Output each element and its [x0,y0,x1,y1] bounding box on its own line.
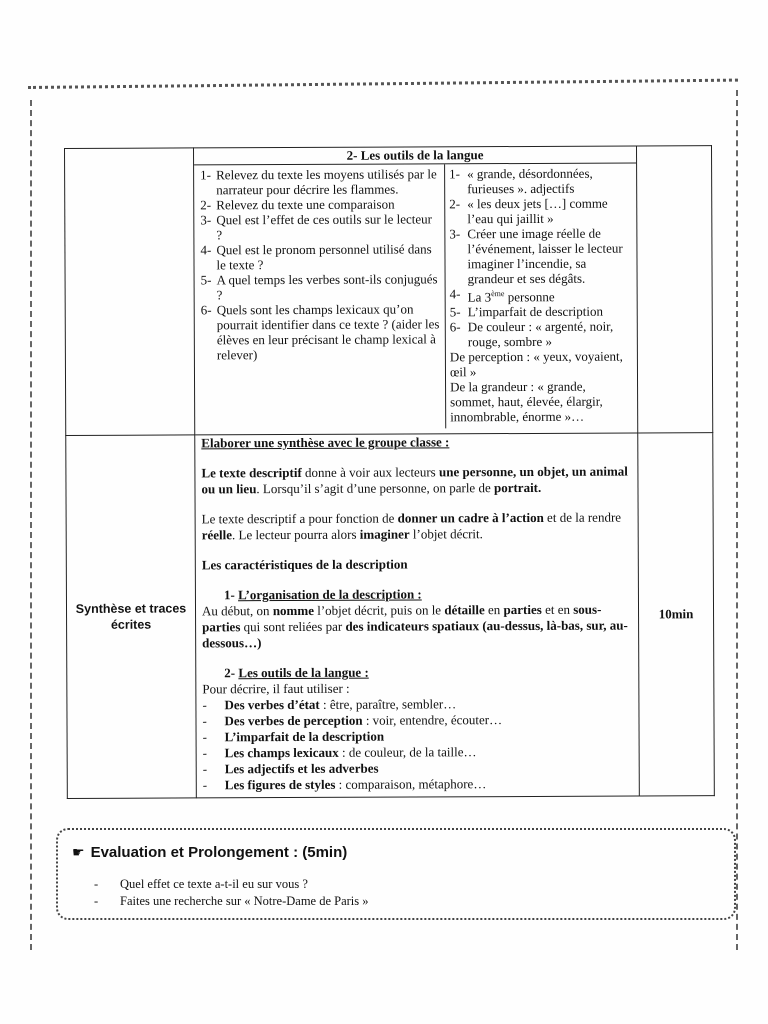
list-item: - Les adjectifs et les adverbes [202,760,379,777]
lesson-table [64,145,715,799]
list-item: 6- De couleur : « argenté, noir, rouge, sombre » [449,318,614,350]
list-item: 4- Quel est le pronom personnel utilisé dans le texte ? [200,241,432,273]
empty-label-cell [65,148,195,436]
questions-column [194,164,446,429]
list-item: - L’imparfait de la description [202,728,385,745]
synthesis-content-cell [195,433,640,798]
synthesis-label-cell [66,435,197,799]
page-border-right [736,90,738,950]
list-item: 5- A quel temps les verbes sont-ils conjugués ? [200,271,438,303]
section-heading: 2- Les outils de la langue [194,147,636,166]
definition-paragraph: Le texte descriptif donne à voir aux lecteurs une personne, un objet, un animal ou un lieu. Lorsqu’il s’agit d’une personne, on parle de portrait. [201,463,628,497]
table-row [66,433,715,799]
synthesis-heading: Elaborer une synthèse avec le groupe classe : [201,434,450,451]
duration-cell [638,433,715,796]
list-item: 1- « grande, désordonnées, furieuses ». adjectifs [449,165,593,197]
list-item: 6- Quels sont les champs lexicaux qu’on pourrait identifier dans ce texte ? (aider les élèves en leur précisant le champ lexical à relever) [200,301,440,363]
organisation-paragraph: Au début, on nomme l’objet décrit, puis on le détaille en parties et en sous-parties qui sont reliées par des indicateurs spatiaux (au-dessus, là-bas, sur, au-dessous…) [201,601,628,651]
evaluation-box [56,828,736,920]
list-item: - Les champs lexicaux : de couleur, de la taille… [202,744,477,761]
synthesis-label: Synthèse et traces écrites [75,601,187,632]
list-item: 5- L’imparfait de description [449,303,604,320]
list-item: - Des verbes de perception : voir, entendre, écouter… [202,712,503,729]
characteristics-title: Les caractéristiques de la description [201,556,408,573]
list-item: - Quel effet ce texte a-t-il eu sur vous ? [94,877,308,891]
answer-extra: De la grandeur : « grande, sommet, haut, élevée, élargir, innombrable, énorme »… [450,379,603,425]
list-item: - Faites une recherche sur « Notre-Dame de Paris » [94,894,369,908]
empty-duration-cell [636,146,712,433]
page-border-top [28,79,738,89]
list-item: 4- La 3ème personne [449,286,555,305]
list-item: - Les figures de styles : comparaison, métaphore… [202,776,487,793]
table-row [65,146,713,436]
answer-extra: De perception : « yeux, voyaient, œil » [449,348,623,380]
list-item: 3- Quel est l’effet de ces outils sur le lecteur ? [200,211,432,243]
evaluation-title: ☛ Evaluation et Prolongement : (5min) [72,844,348,861]
language-tools-heading: 2- Les outils de la langue : [224,664,369,681]
list-item: 3- Créer une image réelle de l’événement, laisser le lecteur imaginer l’incendie, sa grandeur et ses dégâts. [449,225,623,287]
organisation-heading: 1- L’organisation de la description : [223,586,422,603]
evaluation-list [94,876,369,910]
language-tools-intro: Pour décrire, il faut utiliser : [202,680,350,697]
function-paragraph: Le texte descriptif a pour fonction de donner un cadre à l’action et de la rendre réelle. Le lecteur pourra alors imaginer l’objet décrit. [201,509,622,543]
language-tools-cell [194,146,638,435]
page-border-left [30,100,32,950]
duration-value: 10min [658,606,694,622]
list-item: - Des verbes d’état : être, paraître, sembler… [202,696,457,713]
list-item: 2- « les deux jets […] comme l’eau qui jaillit » [449,195,608,227]
list-item: 1- Relevez du texte les moyens utilisés par le narrateur pour décrire les flammes. [200,166,437,198]
pointing-hand-icon: ☛ [72,844,85,860]
answers-column [445,164,637,429]
list-item: 2- Relevez du texte une comparaison [200,196,395,213]
